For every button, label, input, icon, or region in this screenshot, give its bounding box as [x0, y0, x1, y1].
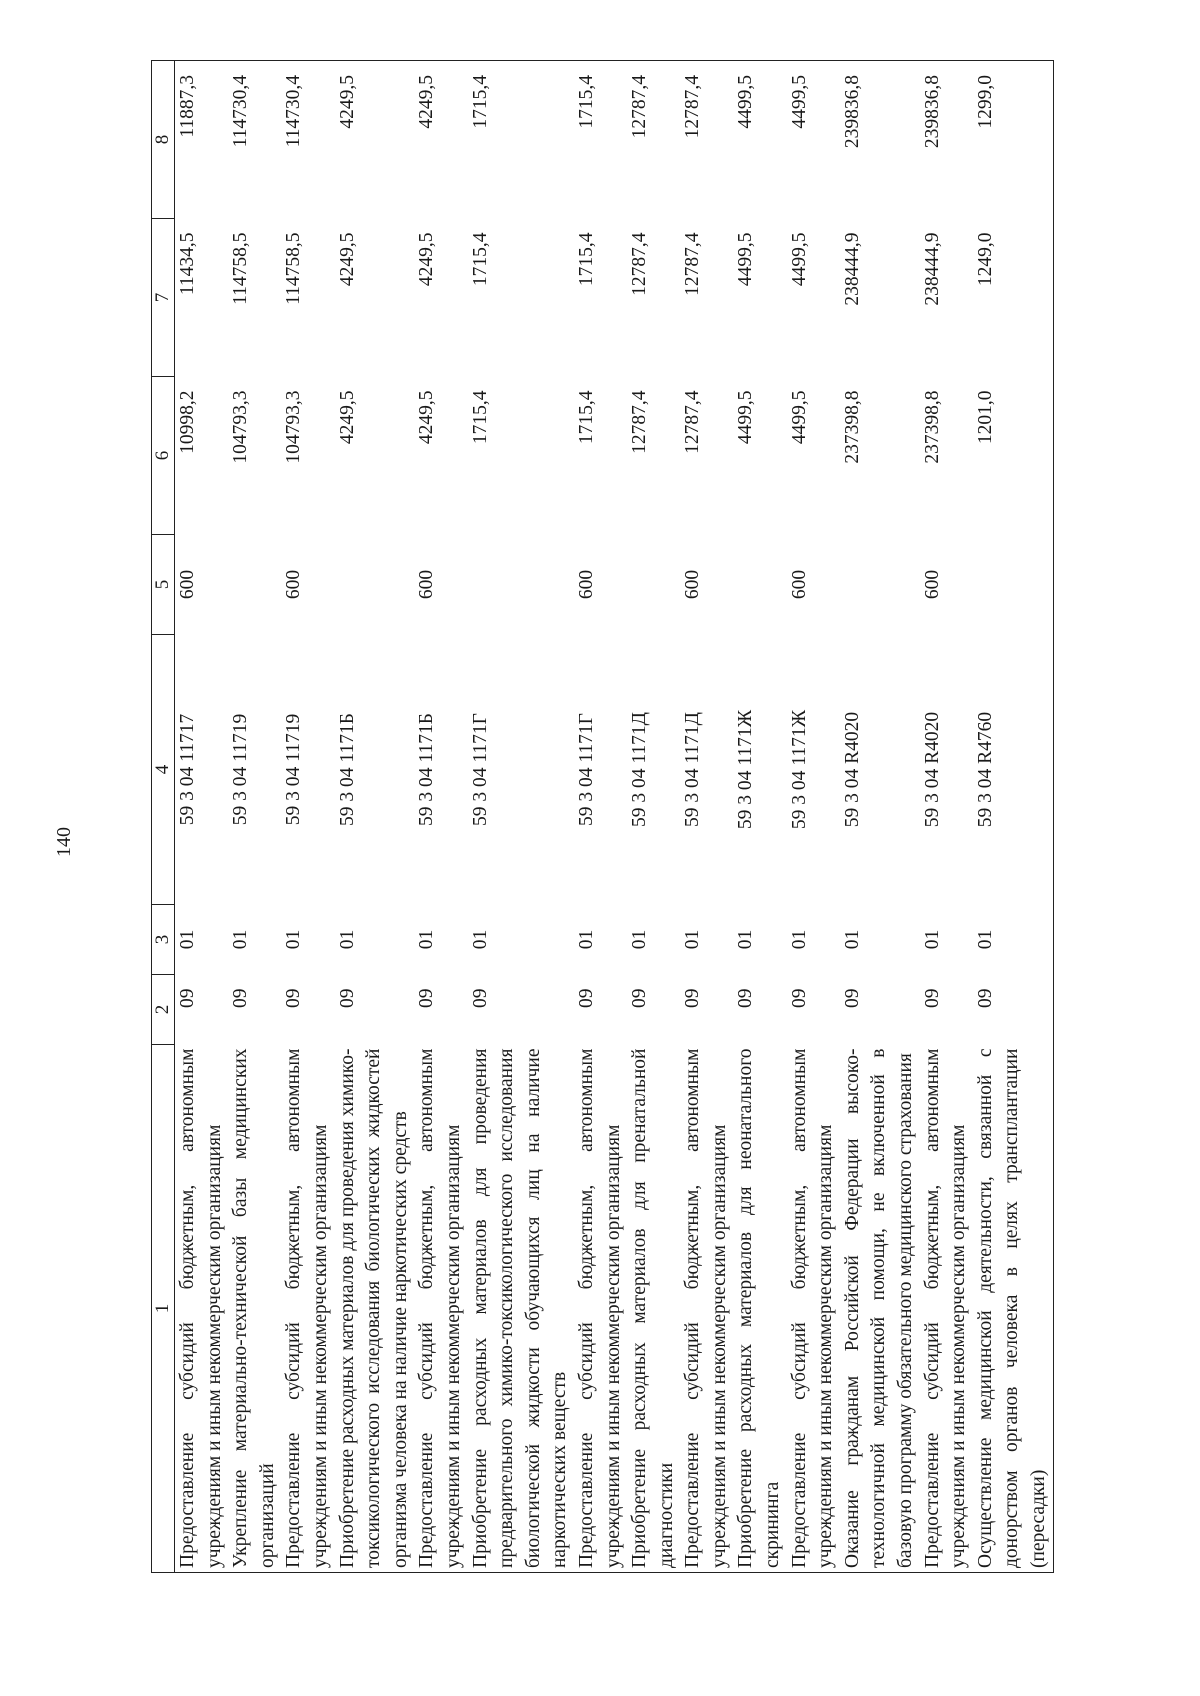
- row-amount-year-2: 1715,4: [575, 232, 597, 287]
- row-target-article: 59 3 04 1171Д: [682, 712, 704, 827]
- col-header-7: 7: [152, 219, 175, 377]
- budget-table: [151, 60, 1054, 1573]
- row-description: Приобретение расходных материалов для пренатальной диагностики: [629, 1048, 677, 1568]
- row-amount-year-3: 12787,4: [629, 75, 651, 139]
- table-row: [840, 61, 920, 1573]
- row-target-article: 59 3 04 11719: [230, 713, 252, 826]
- table-row: [281, 61, 334, 1573]
- row-subsection-code: 01: [682, 929, 704, 950]
- row-subsection-code: 01: [788, 929, 810, 950]
- row-amount-year-2: 114758,5: [230, 232, 252, 305]
- table-row: [414, 61, 467, 1573]
- row-section-code: 09: [177, 988, 198, 1008]
- row-target-article: 59 3 04 1171Б: [336, 713, 358, 826]
- row-description: Укрепление материально-технической базы медицинских организаций: [230, 1048, 278, 1568]
- row-description: Приобретение расходных материалов для неонатального скрининга: [735, 1048, 784, 1568]
- page-number: 140: [53, 827, 75, 857]
- row-subsection-code: 01: [921, 929, 943, 950]
- table-row: [627, 61, 680, 1573]
- row-amount-year-2: 114758,5: [283, 232, 305, 305]
- row-amount-year-2: 4249,5: [336, 232, 358, 287]
- row-amount-year-1: 1715,4: [469, 390, 491, 445]
- row-section-code: 09: [336, 988, 358, 1008]
- row-section-code: 09: [416, 988, 438, 1008]
- row-amount-year-3: 114730,4: [283, 75, 305, 148]
- row-expense-type: [228, 535, 281, 635]
- row-expense-type: 600: [921, 569, 943, 600]
- row-amount-year-1: 4249,5: [336, 390, 358, 445]
- row-subsection-code: 01: [336, 929, 358, 950]
- row-amount-year-3: 4249,5: [416, 75, 438, 129]
- row-amount-year-3: 4249,5: [336, 75, 358, 129]
- row-expense-type: [627, 535, 680, 635]
- row-section-code: 09: [788, 988, 810, 1008]
- table-row: [175, 61, 229, 1573]
- row-subsection-code: 01: [230, 929, 252, 950]
- row-subsection-code: 01: [629, 929, 651, 950]
- row-amount-year-3: 239836,8: [921, 75, 943, 149]
- row-description: Предоставление субсидий бюджетным, автономным учреждениям и иным некоммерческим организациям: [575, 1048, 624, 1568]
- table-row: [335, 61, 415, 1573]
- budget-table-rotated: [151, 61, 1093, 1573]
- row-expense-type: [973, 535, 1053, 635]
- row-target-article: 59 3 04 R4760: [974, 711, 996, 828]
- row-description: Предоставление субсидий бюджетным, автономным учреждениям и иным некоммерческим организациям: [283, 1048, 331, 1568]
- row-section-code: 09: [283, 988, 305, 1008]
- row-subsection-code: 01: [416, 929, 438, 950]
- row-amount-year-2: 11434,5: [177, 232, 198, 296]
- row-target-article: 59 3 04 1171Д: [629, 712, 651, 827]
- row-description: Предоставление субсидий бюджетным, автономным учреждениям и иным некоммерческим организациям: [682, 1048, 730, 1568]
- table-header: [152, 61, 175, 1573]
- row-subsection-code: 01: [283, 929, 305, 950]
- row-target-article: 59 3 04 1171Г: [469, 713, 491, 826]
- row-section-code: 09: [230, 988, 252, 1008]
- row-expense-type: 600: [788, 569, 810, 600]
- row-description: Приобретение расходных материалов для проведения предварительного химико-токсикологического исследования биологической жидкости обучающихся лиц на наличие наркотических веществ: [469, 1048, 571, 1568]
- row-section-code: 09: [974, 988, 996, 1008]
- row-amount-year-2: 1249,0: [974, 232, 996, 287]
- table-row: [733, 61, 786, 1573]
- row-amount-year-1: 104793,3: [230, 390, 252, 464]
- row-amount-year-1: 1715,4: [575, 390, 597, 445]
- row-subsection-code: 01: [841, 929, 863, 950]
- row-amount-year-3: 4499,5: [735, 75, 757, 129]
- row-target-article: 59 3 04 1171Ж: [735, 709, 757, 830]
- col-header-4: 4: [152, 635, 175, 905]
- row-description: Оказание гражданам Российской Федерации высокотехнологичной медицинской помощи, не включенной в базовую программу обязательного медицинского страхования: [841, 1048, 917, 1568]
- row-subsection-code: 01: [177, 929, 198, 950]
- row-amount-year-1: 4499,5: [788, 390, 810, 445]
- row-target-article: 59 3 04 1171Ж: [788, 709, 810, 830]
- row-expense-type: 600: [416, 569, 438, 600]
- row-description: Предоставление субсидий бюджетным, автономным учреждениям и иным некоммерческим организациям: [921, 1048, 970, 1568]
- row-section-code: 09: [682, 988, 704, 1008]
- row-section-code: 09: [921, 988, 943, 1008]
- row-amount-year-1: 12787,4: [629, 390, 651, 454]
- row-amount-year-1: 237398,8: [921, 390, 943, 464]
- row-section-code: 09: [841, 988, 863, 1008]
- row-amount-year-3: 239836,8: [841, 75, 863, 149]
- row-amount-year-2: 4499,5: [735, 232, 757, 287]
- row-target-article: 59 3 04 1171Б: [416, 713, 438, 826]
- row-subsection-code: 01: [575, 929, 597, 950]
- row-description: Предоставление субсидий бюджетным, автономным учреждениям и иным некоммерческим организациям: [788, 1048, 837, 1568]
- row-amount-year-3: 4499,5: [788, 75, 810, 129]
- row-amount-year-2: 4499,5: [788, 232, 810, 287]
- col-header-2: 2: [152, 975, 175, 1045]
- row-amount-year-1: 237398,8: [841, 390, 863, 464]
- row-amount-year-2: 238444,9: [921, 232, 943, 306]
- row-amount-year-1: 104793,3: [283, 390, 305, 464]
- row-target-article: 59 3 04 11719: [283, 713, 305, 826]
- row-section-code: 09: [629, 988, 651, 1008]
- table-row: [973, 61, 1053, 1573]
- row-subsection-code: 01: [974, 929, 996, 950]
- row-expense-type: 600: [682, 569, 704, 600]
- row-description: Предоставление субсидий бюджетным, автономным учреждениям и иным некоммерческим организациям: [416, 1048, 464, 1568]
- row-expense-type: 600: [283, 569, 305, 600]
- table-row: [574, 61, 627, 1573]
- row-expense-type: [840, 535, 920, 635]
- row-amount-year-1: 4499,5: [735, 390, 757, 445]
- col-header-3: 3: [152, 905, 175, 975]
- row-amount-year-2: 4249,5: [416, 232, 438, 287]
- row-amount-year-1: 10998,2: [177, 390, 198, 454]
- table-row: [680, 61, 733, 1573]
- row-section-code: 09: [735, 988, 757, 1008]
- row-target-article: 59 3 04 R4020: [921, 711, 943, 828]
- row-amount-year-3: 11887,3: [177, 75, 198, 138]
- row-target-article: 59 3 04 R4020: [841, 711, 863, 828]
- row-target-article: 59 3 04 11717: [177, 713, 198, 826]
- table-row: [920, 61, 973, 1573]
- row-amount-year-2: 238444,9: [841, 232, 863, 306]
- col-header-8: 8: [152, 61, 175, 219]
- row-amount-year-1: 4249,5: [416, 390, 438, 445]
- row-amount-year-3: 12787,4: [682, 75, 704, 139]
- col-header-5: 5: [152, 535, 175, 635]
- row-amount-year-2: 1715,4: [469, 232, 491, 287]
- row-subsection-code: 01: [735, 929, 757, 950]
- row-expense-type: [733, 535, 786, 635]
- row-section-code: 09: [575, 988, 597, 1008]
- row-amount-year-3: 114730,4: [230, 75, 252, 148]
- row-amount-year-2: 12787,4: [629, 232, 651, 296]
- row-description: Осуществление медицинской деятельности, связанной с донорством органов человека в целях трансплантации (пересадки): [974, 1048, 1049, 1568]
- row-target-article: 59 3 04 1171Г: [575, 713, 597, 826]
- row-expense-type: [468, 535, 574, 635]
- col-header-1: 1: [152, 1045, 175, 1573]
- table-row: [228, 61, 281, 1573]
- row-amount-year-1: 1201,0: [974, 390, 996, 445]
- table-row: [468, 61, 574, 1573]
- row-subsection-code: 01: [469, 929, 491, 950]
- row-expense-type: [335, 535, 415, 635]
- table-body: [175, 61, 1054, 1573]
- row-amount-year-2: 12787,4: [682, 232, 704, 296]
- table-row: [787, 61, 840, 1573]
- row-description: Предоставление субсидий бюджетным, автономным учреждениям и иным некоммерческим организациям: [177, 1048, 225, 1568]
- row-description: Приобретение расходных материалов для проведения химико-токсикологического исследования биологических жидкостей организма человека на наличие наркотических средств: [336, 1048, 411, 1568]
- row-amount-year-3: 1715,4: [575, 75, 597, 129]
- row-amount-year-1: 12787,4: [682, 390, 704, 454]
- row-expense-type: 600: [575, 569, 597, 600]
- row-amount-year-3: 1715,4: [469, 75, 491, 129]
- row-section-code: 09: [469, 988, 491, 1008]
- col-header-6: 6: [152, 377, 175, 535]
- row-expense-type: 600: [177, 569, 198, 600]
- row-amount-year-3: 1299,0: [974, 75, 996, 129]
